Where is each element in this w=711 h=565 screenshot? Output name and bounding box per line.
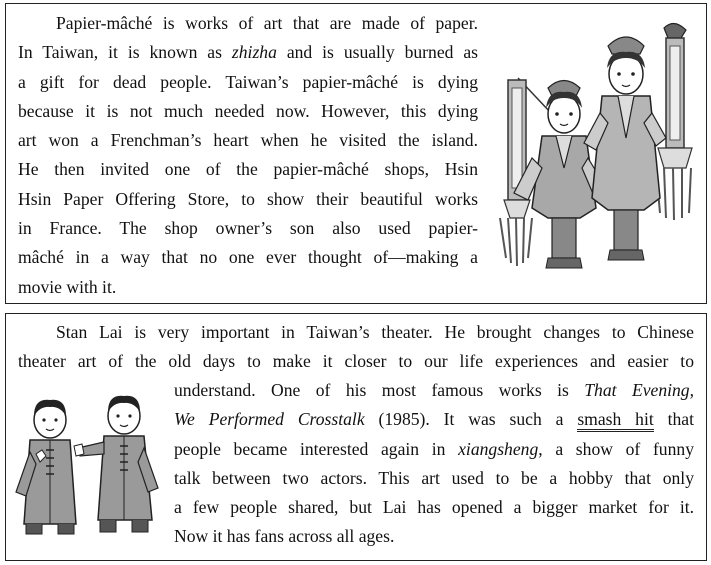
text-line: that: [653, 409, 694, 430]
text-line: Papier-mâché is works of art that are made of paper.: [56, 13, 478, 33]
text-line: Stan Lai is very important in Taiwan’s theater. He brought changes to Chinese: [56, 322, 694, 342]
stan-lai-paragraph-top: [18, 318, 694, 377]
right-banner-icon: [656, 23, 692, 220]
smash-hit-underlined: smash hit: [577, 409, 653, 432]
text-line: In Taiwan, it is known as: [18, 42, 232, 63]
text-line: because it is not much needed now. However, this dying: [18, 100, 478, 121]
papier-mache-paragraph: [18, 9, 478, 302]
right-performer-icon: [74, 396, 158, 532]
left-performer-icon: [16, 400, 76, 534]
work-title-part2: We Performed Crosstalk: [174, 409, 365, 430]
left-paper-figure-icon: [514, 81, 606, 269]
term-xiangsheng: xiangsheng: [458, 438, 539, 459]
stan-lai-paragraph-wrapped: [174, 376, 694, 552]
term-zhizha: zhizha: [231, 42, 277, 63]
papier-mache-passage-box: [5, 3, 707, 304]
text-line: a few people shared, but Lai has opened a bigger market for it.: [174, 497, 694, 518]
work-title-part1: That Evening,: [584, 380, 695, 400]
stan-lai-passage-box: [5, 313, 707, 561]
text-line: Now it has fans across all ages.: [174, 526, 395, 547]
text-line: mâché in a way that no one ever thought of—making a: [18, 247, 478, 268]
text-line: (1985). It was such a: [364, 409, 578, 430]
text-line: in France. The shop owner’s son also used papier-: [18, 218, 478, 239]
text-line: He then invited one of the papier-mâché shops, Hsin: [18, 159, 478, 180]
text-line: understand. One of his most famous works is: [174, 380, 585, 400]
text-line: , a show of funny: [538, 438, 694, 459]
text-line: theater art of the old days to make it closer to our life experiences and easier to: [18, 351, 694, 372]
text-line: a gift for dead people. Taiwan’s papier-mâché is dying: [18, 71, 478, 92]
text-line: and is usually burned as: [276, 42, 479, 63]
text-line: Hsin Paper Offering Store, to show their beautiful works: [18, 188, 478, 209]
right-paper-figure-icon: [584, 37, 666, 260]
text-line: people became interested again in: [174, 438, 459, 459]
text-line: art won a Frenchman’s heart when he visited the island.: [18, 130, 478, 151]
text-line: talk between two actors. This art used to be a hobby that only: [174, 467, 694, 488]
papier-mache-figures-illustration: [496, 18, 701, 288]
crosstalk-performers-illustration: [12, 392, 162, 542]
text-line: movie with it.: [18, 276, 117, 297]
